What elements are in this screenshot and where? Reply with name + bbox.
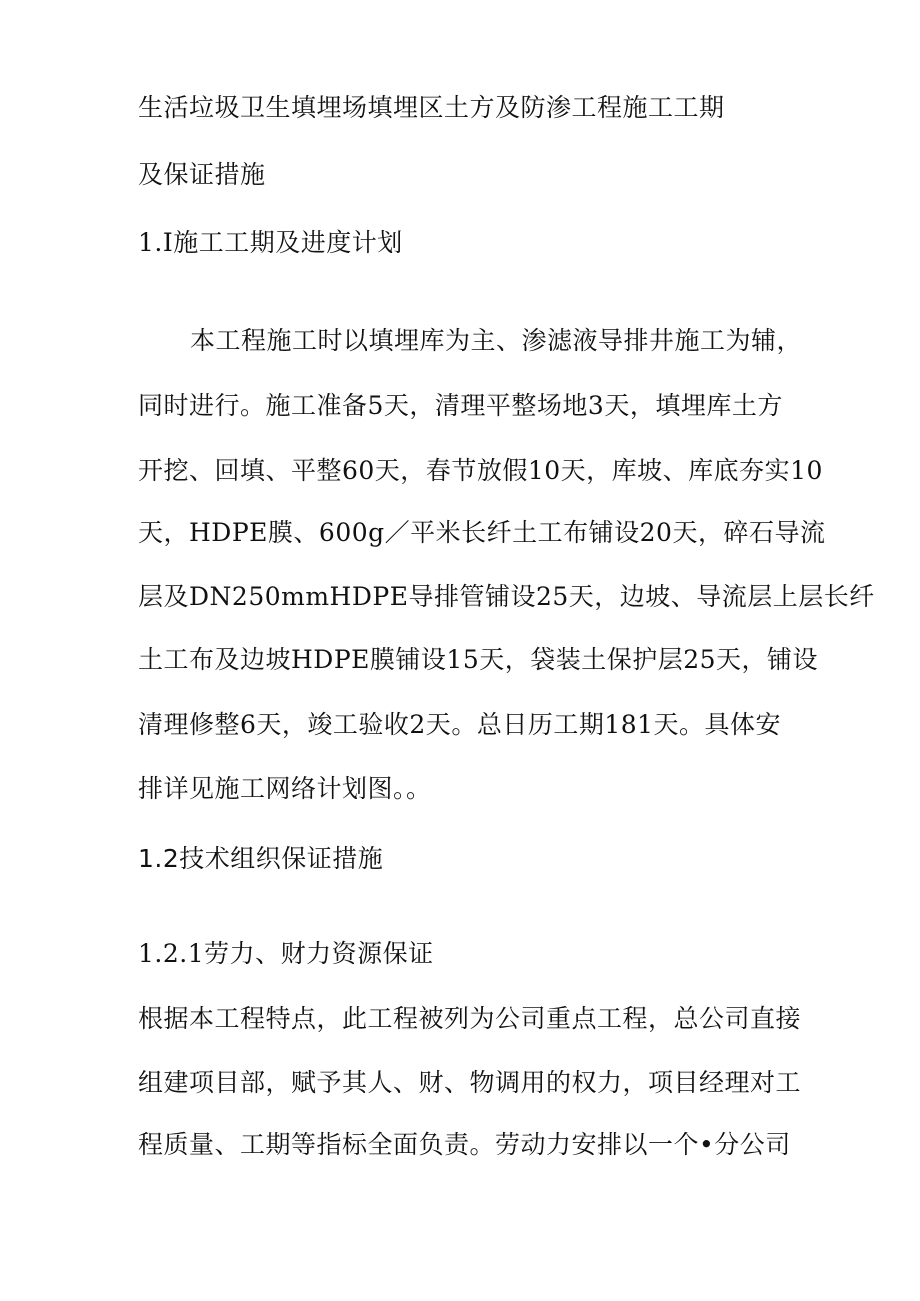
paragraph-1-line: 土工布及边坡HDPE膜铺设15天，袋装土保护层25天，铺设: [138, 645, 819, 674]
paragraph-1-line: 天，HDPE膜、600g／平米长纤土工布铺设20天，碎石导流: [138, 518, 826, 547]
paragraph-1-line: 层及DN250mmHDPE导排管铺设25天，边坡、导流层上层长纤: [138, 582, 875, 611]
paragraph-1-line: 同时进行。施工准备5天，清理平整场地3天，填埋库土方: [138, 391, 783, 420]
paragraph-2-line: 程质量、工期等指标全面负责。劳动力安排以一个•分公司: [138, 1130, 791, 1159]
paragraph-1-line: 本工程施工时以填埋库为主、渗滤液导排井施工为辅，: [190, 326, 803, 355]
paragraph-1-line: 清理修整6天，竣工验收2天。总日历工期181天。具体安: [138, 710, 782, 739]
document-title-line-1: 生活垃圾卫生填埋场填埋区土方及防渗工程施工工期: [138, 93, 725, 122]
section-heading-1-1: 1.I施工工期及进度计划: [138, 228, 403, 257]
paragraph-2-line: 根据本工程特点，此工程被列为公司重点工程，总公司直接: [138, 1004, 802, 1033]
document-title-line-2: 及保证措施: [138, 160, 266, 189]
section-heading-1-2: 1.2技术组织保证措施: [138, 844, 384, 873]
paragraph-1-line: 开挖、回填、平整60天，春节放假10天，库坡、库底夯实10: [138, 456, 823, 485]
section-heading-1-2-1: 1.2.1劳力、财力资源保证: [138, 939, 434, 968]
paragraph-2-line: 组建项目部，赋予其人、财、物调用的权力，项目经理对工: [138, 1068, 802, 1097]
paragraph-1-line: 排详见施工网络计划图。。: [138, 774, 432, 803]
